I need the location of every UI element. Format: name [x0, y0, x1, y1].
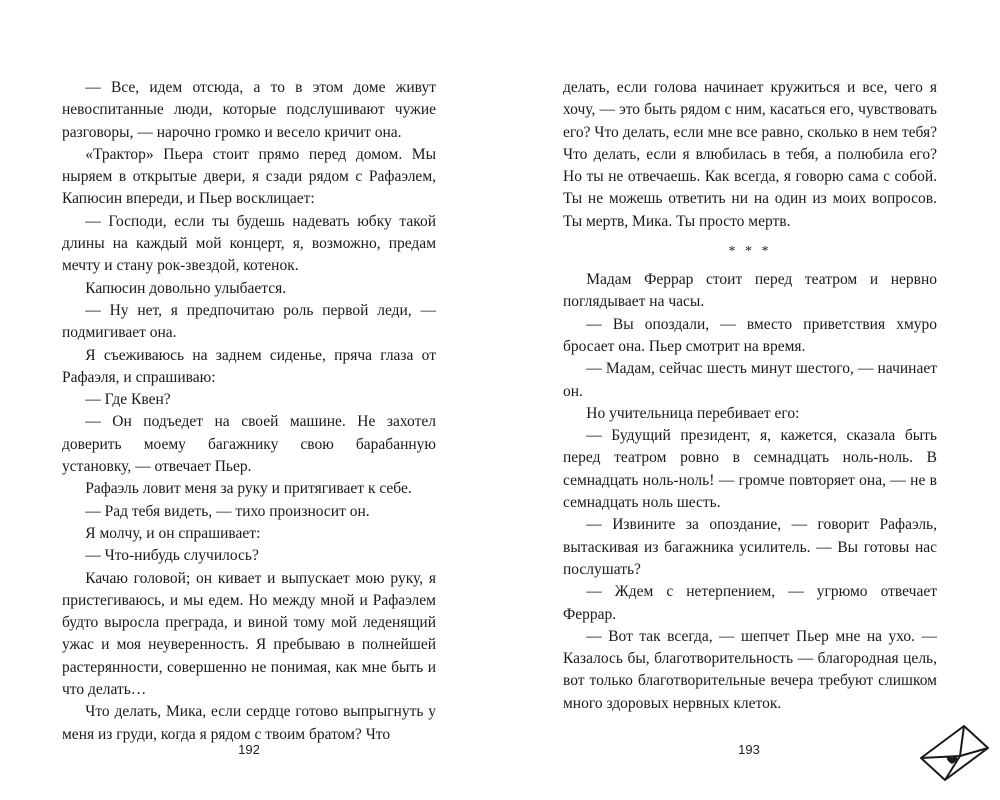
paragraph: — Вы опоздали, — вместо приветствия хмуро бросает она. Пьер смотрит на время. [563, 315, 937, 355]
paragraph: Качаю головой; он кивает и выпускает мою руку, я пристегиваюсь, и мы едем. Но между мной и Рафаэлем будто выросла преграда, и виной тому мой леденящий ужас и моя неуверенность. Я пребываю в полнейшей растерянности, совершенно не понимая, как мне быть и что делать… [62, 569, 436, 699]
page-number-left: 192 [238, 742, 260, 757]
paragraph: — Мадам, сейчас шесть минут шестого, — начинает он. [563, 360, 937, 400]
paragraph: «Трактор» Пьера стоит прямо перед домом. Мы ныряем в открытые двери, я сзади рядом с Рафаэлем, Капюсин впереди, и Пьер восклицает: [62, 145, 436, 208]
paragraph: — Ну нет, я предпочитаю роль первой леди, — подмигивает она. [62, 301, 436, 342]
paragraph: Мадам Феррар стоит перед театром и нервно поглядывает на часы. [563, 271, 937, 311]
paragraph: — Будущий президент, я, кажется, сказала быть перед театром ровно в семнадцать ноль-ноль. В семнадцать ноль-ноль! — громче повторяет она, — не в семнадцать ноль шесть. [563, 427, 937, 512]
section-break: * * * [728, 244, 772, 260]
paragraph: — Извините за опоздание, — говорит Рафаэль, вытаскивая из багажника усилитель. — Вы готовы нас послушать? [563, 516, 937, 578]
envelope-heart-icon [918, 722, 990, 782]
paragraph: — Все, идем отсюда, а то в этом доме живут невоспитанные люди, которые подслушивают чужие разговоры, — нарочно громко и весело кричит она. [62, 79, 436, 141]
left-page [62, 77, 436, 746]
paragraph: — Вот так всегда, — шепчет Пьер мне на ухо. — Казалось бы, благотворительность — благородная цель, вот только благотворительные вечера требуют слишком много здоровых нервных клеток. [563, 627, 937, 712]
paragraph: Капюсин довольно улыбается. [85, 279, 287, 297]
paragraph: — Что-нибудь случилось? [85, 547, 259, 565]
paragraph: — Рад тебя видеть, — тихо произносит он. [85, 502, 370, 520]
paragraph: Что делать, Мика, если сердце готово выпрыгнуть у меня из груди, когда я рядом с твоим братом? Что [62, 703, 436, 743]
paragraph: Я съеживаюсь на заднем сиденье, пряча глаза от Рафаэля, и спрашиваю: [62, 346, 436, 386]
paragraph: — Он подъедет на своей машине. Не захотел доверить моему багажнику свою барабанную установку, — отвечает Пьер. [62, 413, 436, 476]
paragraph: Но учительница перебивает его: [586, 404, 800, 422]
page-number-right: 193 [738, 742, 760, 757]
paragraph: Я молчу, и он спрашивает: [85, 524, 261, 542]
paragraph: — Ждем с нетерпением, — угрюмо отвечает Феррар. [563, 583, 937, 623]
paragraph: — Где Квен? [85, 391, 171, 409]
right-page [563, 77, 937, 715]
paragraph: Рафаэль ловит меня за руку и притягивает к себе. [85, 480, 412, 498]
paragraph: — Господи, если ты будешь надевать юбку такой длины на каждый мой концерт, я, возможно, предам мечту и стану рок-звездой, котенок. [62, 212, 436, 275]
paragraph: делать, если голова начинает кружиться и все, чего я хочу, — это быть рядом с ним, касаться его, чувствовать его? Что делать, если мне все равно, сколько в нем тебя? Что делать, если я влюбилась в тебя, а полюбила его? Но ты не отвечаешь. Как всегда, я говорю сама с собой. Ты не можешь ответить ни на один из моих вопросов. Ты мертв, Мика. Ты просто мертв. [563, 79, 937, 230]
